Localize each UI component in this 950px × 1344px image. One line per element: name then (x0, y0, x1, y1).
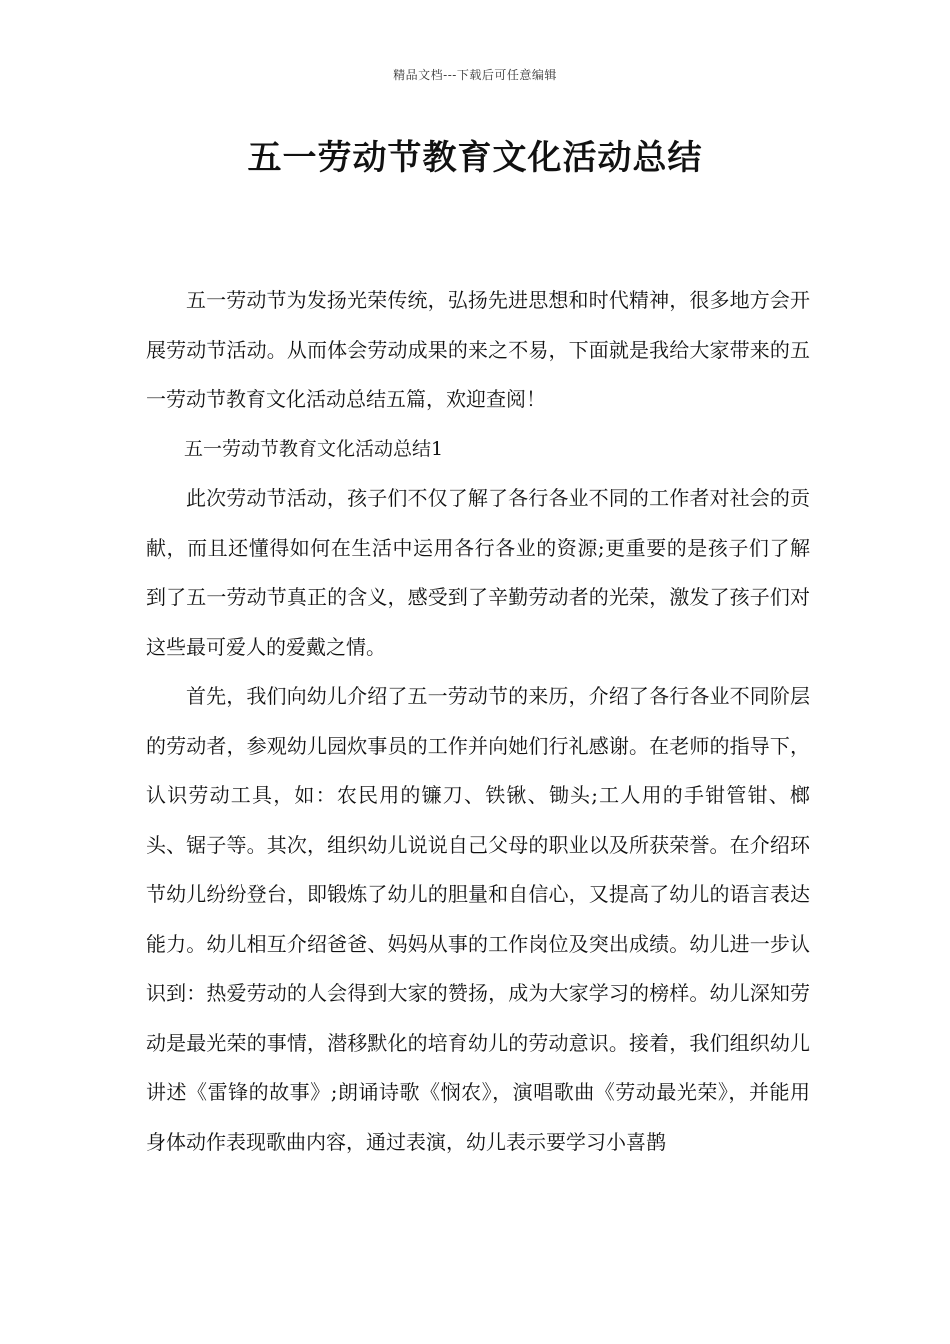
section-heading: 五一劳动节教育文化活动总结1 (184, 437, 444, 460)
document-body (146, 276, 810, 1167)
document-title: 五一劳动节教育文化活动总结 (247, 138, 703, 178)
intro-paragraph: 五一劳动节为发扬光荣传统，弘扬先进思想和时代精神，很多地方会开展劳动节活动。从而体会劳动成果的来之不易，下面就是我给大家带来的五一劳动节教育文化活动总结五篇，欢迎查阅！ (146, 288, 810, 411)
body-paragraph: 首先，我们向幼儿介绍了五一劳动节的来历，介绍了各行各业不同阶层的劳动者，参观幼儿园炊事员的工作并向她们行礼感谢。在老师的指导下，认识劳动工具，如：农民用的镰刀、铁锹、锄头;工人用的手钳管钳、榔头、锯子等。其次，组织幼儿说说自己父母的职业以及所获荣誉。在介绍环节幼儿纷纷登台，即锻炼了幼儿的胆量和自信心，又提高了幼儿的语言表达能力。幼儿相互介绍爸爸、妈妈从事的工作岗位及突出成绩。幼儿进一步认识到：热爱劳动的人会得到大家的赞扬，成为大家学习的榜样。幼儿深知劳动是最光荣的事情，潜移默化的培育幼儿的劳动意识。接着，我们组织幼儿讲述《雷锋的故事》;朗诵诗歌《悯农》，演唱歌曲《劳动最光荣》，并能用身体动作表现歌曲内容，通过表演，幼儿表示要学习小喜鹊 (146, 684, 810, 1154)
body-paragraph: 此次劳动节活动，孩子们不仅了解了各行各业不同的工作者对社会的贡献，而且还懂得如何在生活中运用各行各业的资源;更重要的是孩子们了解到了五一劳动节真正的含义，感受到了辛勤劳动者的光荣，激发了孩子们对这些最可爱人的爱戴之情。 (146, 486, 810, 659)
header-note: 精品文档---下载后可任意编辑 (393, 68, 557, 82)
